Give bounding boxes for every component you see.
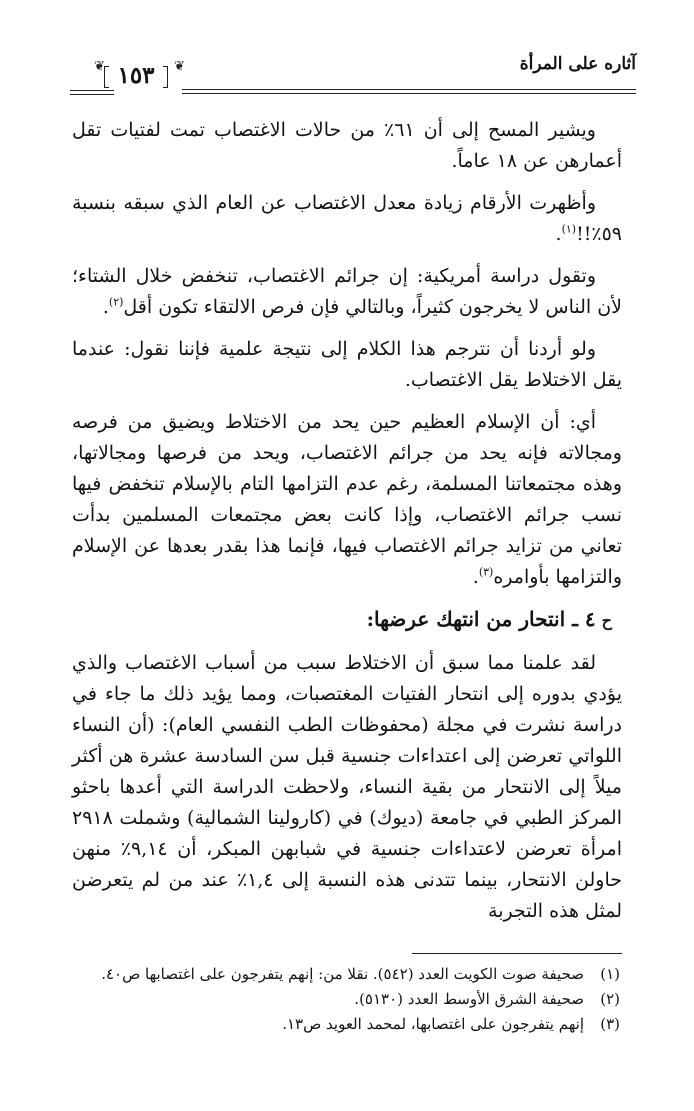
header-rule-thin — [182, 93, 636, 94]
page-number-frame — [100, 62, 172, 90]
ornament-leaf-icon: ❦ — [94, 59, 105, 74]
running-title: آثاره على المرأة — [519, 54, 636, 74]
section-heading — [72, 604, 622, 636]
paragraph: أي: أن الإسلام العظيم حين يحد من الاختلاط ويضيق من فرصه ومجالاته فإنه يحد من جرائم الاغتصاب، ويحد من فرصها ومجالاتها، وهذه مجتمعاتنا المسلمة، رغم عدم التزامها التام بالإسلام تنخفض فيها نسب جرائم الاغتصاب، وإذا كانت بعض مجتمعات المسلمين بدأت تعاني من تزايد جرائم الاغتصاب فيها، فإنما هذا بقدر بعدها عن الإسلام والتزامها بأوامره$^{(٣)}$. — [72, 411, 622, 588]
paragraph: ولو أردنا أن نترجم هذا الكلام إلى نتيجة علمية فإننا نقول: عندما يقل الاختلاط يقل الاغتصاب. — [72, 338, 622, 391]
footnotes — [72, 962, 620, 1037]
footnote — [72, 987, 620, 1012]
page-header — [70, 52, 636, 100]
footnote-number: (١) — [600, 965, 620, 983]
page-number: ١٥٣ — [117, 62, 155, 89]
footnote-text: صحيفة صوت الكويت العدد (٥٤٢). نقلا من: إنهم يتفرجون على اغتصابها ص٤٠. — [101, 965, 584, 983]
footnote-ref[interactable]: (١) — [561, 222, 577, 236]
paragraph: ويشير المسح إلى أن ٦١٪ من حالات الاغتصاب تمت لفتيات تقل أعمارهن عن ١٨ عاماً. — [72, 119, 622, 172]
header-rule — [182, 89, 636, 90]
paragraph: وتقول دراسة أمريكية: إن جرائم الاغتصاب، تنخفض خلال الشتاء؛ لأن الناس لا يخرجون كثيراً، وبالتالي فإن فرص الالتقاء تكون أقل$^{(٢)}$. — [72, 265, 622, 318]
footnote-number: (٢) — [600, 990, 620, 1008]
paragraph: وأظهرت الأرقام زيادة معدل الاغتصاب عن العام الذي سبقه بنسبة ٥٩٪!!$^{(١)}$. — [72, 192, 622, 245]
page-number-bracket-right — [163, 66, 168, 88]
footnote-text: صحيفة الشرق الأوسط العدد (٥١٣٠). — [354, 990, 584, 1008]
footnote-separator — [412, 953, 622, 954]
footnote — [72, 1012, 620, 1037]
footnote-ref[interactable]: (٣) — [478, 565, 494, 579]
ornament-leaf-icon: ❦ — [174, 59, 185, 74]
footnote — [72, 962, 620, 987]
section-heading-text: ٤ ـ انتحار من انتهك عرضها: — [366, 607, 596, 631]
footnote-text: إنهم يتفرجون على اغتصابها، لمحمد العويد ص١٣. — [282, 1015, 584, 1033]
ornament-line — [70, 94, 114, 95]
main-text — [72, 115, 622, 938]
ornament-line — [70, 90, 114, 91]
heading-mark: ح — [601, 611, 612, 630]
footnote-number: (٣) — [600, 1015, 620, 1033]
footnote-ref[interactable]: (٢) — [108, 295, 124, 309]
paragraph: لقد علمنا مما سبق أن الاختلاط سبب من أسباب الاغتصاب والذي يؤدي بدوره إلى انتحار الفتيات المغتصبات، ومما يؤيد ذلك ما جاء في دراسة نشرت في مجلة (محفوظات الطب النفسي العام): (أن النساء اللواتي تعرضن إلى اعتداءات جنسية قبل سن السادسة عشرة هن أكثر ميلاً إلى الانتحار من بقية النساء، ولاحظت الدراسة التي أعدها باحثو المركز الطبي في جامعة (ديوك) في (كارولينا الشمالية) وشملت ٢٩١٨ امرأة تعرضن لاعتداءات جنسية في شبابهن المبكر، أن ٩,١٤٪ منهن حاولن الانتحار، بينما تتدنى هذه النسبة إلى ١,٤٪ عند من لم يتعرضن لمثل هذه التجربة — [72, 652, 623, 922]
